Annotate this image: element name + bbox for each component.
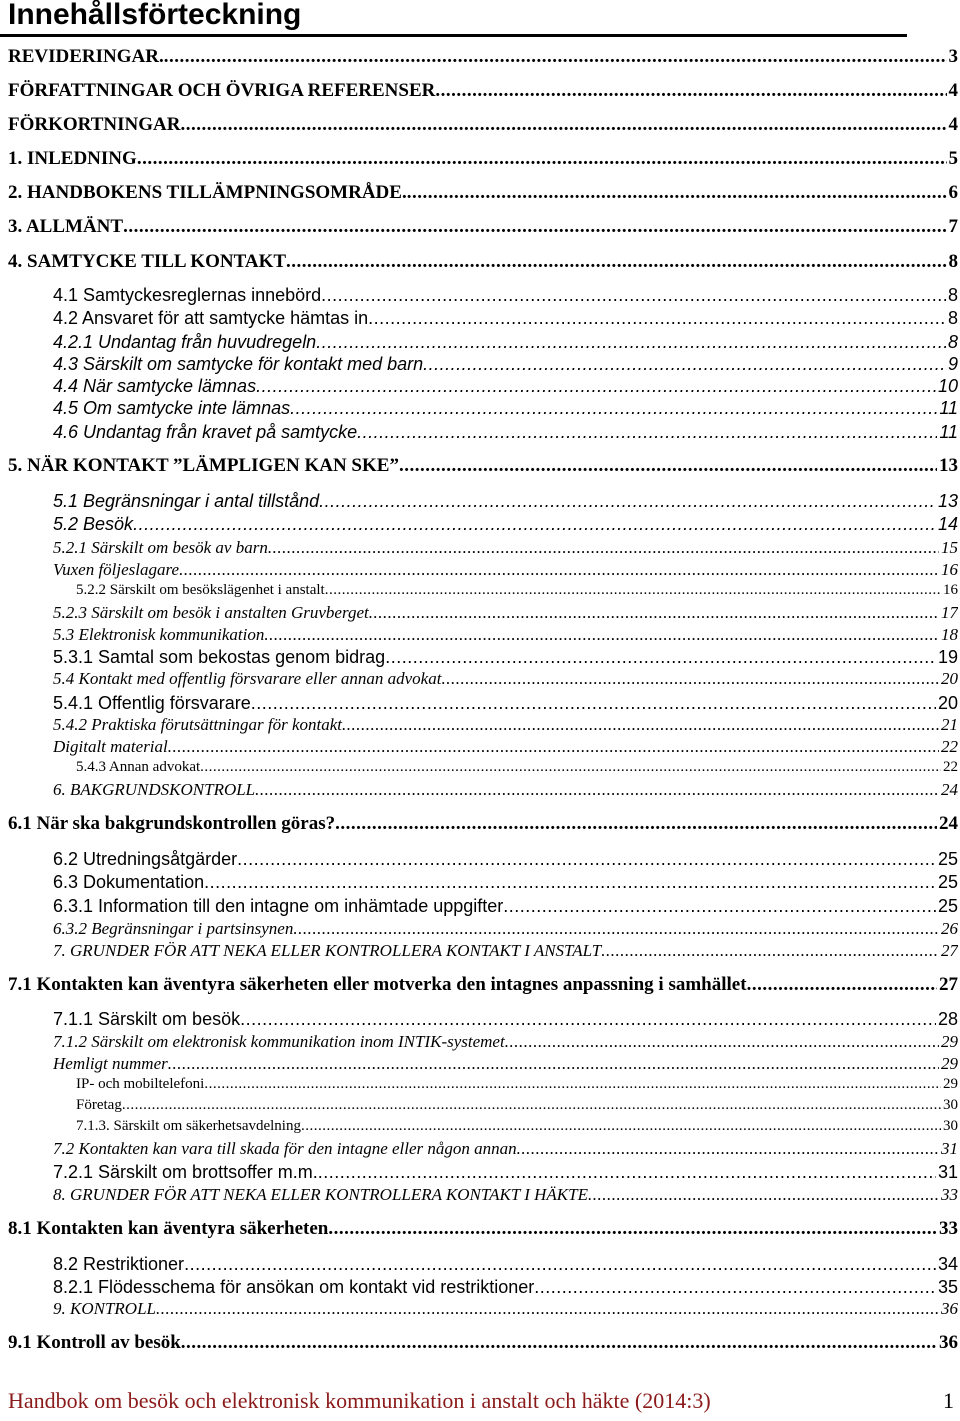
toc-entry-label: 7.1.3. Särskilt om säkerhetsavdelning <box>76 1118 301 1134</box>
toc-entry-page: 27 <box>939 974 958 995</box>
toc-entry[interactable] <box>53 1054 958 1074</box>
dot-leader <box>517 1139 939 1159</box>
toc-entry[interactable] <box>53 1139 958 1159</box>
dot-leader <box>179 560 939 580</box>
toc-entry-page: 29 <box>941 1032 958 1051</box>
dot-leader <box>369 603 939 623</box>
dot-leader <box>204 872 936 893</box>
toc-entry-page: 31 <box>941 1139 958 1158</box>
toc-entry[interactable] <box>76 1076 958 1093</box>
dot-leader <box>268 538 939 558</box>
dot-leader <box>237 849 936 870</box>
dot-leader <box>318 1162 936 1183</box>
toc-entry-page: 25 <box>937 872 958 892</box>
toc-entry[interactable] <box>53 849 958 870</box>
dot-leader <box>357 422 937 443</box>
toc-entry-label: 5.2 Besök <box>53 514 134 534</box>
toc-entry-page: 13 <box>939 455 958 476</box>
toc-entry-label: 5.4.3 Annan advokat <box>76 759 201 775</box>
dot-leader <box>181 1332 937 1354</box>
toc-entry[interactable] <box>8 974 958 996</box>
toc-entry-label: 6.3 Dokumentation <box>53 872 205 892</box>
toc-entry[interactable] <box>53 560 958 580</box>
toc-entry-label: REVIDERINGAR. <box>8 46 164 67</box>
dot-leader <box>137 148 947 170</box>
dot-leader <box>505 1032 939 1052</box>
toc-entry[interactable] <box>8 46 958 68</box>
dot-leader <box>168 1054 939 1074</box>
dot-leader <box>534 1277 936 1298</box>
toc-entry[interactable] <box>53 1032 958 1052</box>
toc-entry-label: Vuxen följeslagare <box>53 560 180 579</box>
toc-entry-label: 7.2.1 Särskilt om brottsoffer m.m. <box>53 1162 318 1182</box>
toc-entry[interactable] <box>8 216 958 238</box>
dot-leader <box>240 1009 936 1030</box>
toc-entry-page: 11 <box>939 422 958 442</box>
toc-entry[interactable] <box>8 182 958 204</box>
toc-entry-label: 4.2 Ansvaret för att samtycke hämtas in <box>53 308 369 328</box>
toc-entry-label: 1. INLEDNING <box>8 148 137 169</box>
toc-entry-label: 8.2.1 Flödesschema för ansökan om kontakt vid restriktioner <box>53 1277 535 1297</box>
toc-entry-label: FÖRKORTNINGAR <box>8 114 181 135</box>
dot-leader <box>503 896 936 917</box>
dot-leader <box>747 974 937 996</box>
toc-entry[interactable] <box>53 376 958 397</box>
dot-leader <box>321 285 946 306</box>
dot-leader <box>184 1254 936 1275</box>
toc-entry-page: 13 <box>937 491 958 511</box>
toc-entry[interactable] <box>53 780 958 800</box>
toc-entry-label: 7.1 Kontakten kan äventyra säkerheten eller motverka den intagnes anpassning i samhället <box>8 974 747 995</box>
dot-leader <box>156 1299 939 1319</box>
dot-leader <box>301 1118 941 1135</box>
toc-entry-page: 7 <box>948 216 958 237</box>
dot-leader <box>168 737 939 757</box>
toc-entry[interactable] <box>53 737 958 757</box>
toc-entry-label: 5.2.1 Särskilt om besök av barn <box>53 538 268 557</box>
toc-entry-page: 33 <box>941 1185 958 1204</box>
toc-entry-label: 5.2.2 Särskilt om besökslägenhet i anstalt <box>76 582 325 598</box>
dot-leader <box>335 813 937 835</box>
toc-entry-label: 5.4.2 Praktiska förutsättningar för kontakt <box>53 715 342 734</box>
toc-entry[interactable] <box>53 941 958 961</box>
toc-entry-page: 11 <box>939 398 958 418</box>
toc-entry-page: 4 <box>948 80 958 101</box>
toc-entry-page: 30 <box>943 1118 958 1134</box>
toc-entry[interactable] <box>8 455 958 477</box>
toc-entry[interactable] <box>53 896 958 917</box>
dot-leader <box>316 332 946 353</box>
toc-entry-page: 29 <box>941 1054 958 1073</box>
toc-entry-page: 30 <box>943 1097 958 1113</box>
toc-entry-label: 6.1 När ska bakgrundskontrollen göras? <box>8 813 336 834</box>
toc-entry-page: 8 <box>947 332 958 352</box>
toc-entry-label: 5.3.1 Samtal som bekostas genom bidrag <box>53 647 386 667</box>
toc-entry-page: 27 <box>941 941 958 960</box>
footer-title: Handbok om besök och elektronisk kommunikation i anstalt och häkte (2014:3) <box>8 1388 711 1413</box>
toc-entry-label: 4.2.1 Undantag från huvudregeln <box>53 332 317 352</box>
toc-entry-page: 4 <box>948 114 958 135</box>
toc-entry-label: 8.2 Restriktioner <box>53 1254 185 1274</box>
dot-leader <box>407 182 947 204</box>
toc-entry-page: 10 <box>937 376 958 396</box>
toc-entry-label: 7. GRUNDER FÖR ATT NEKA ELLER KONTROLLERA KONTAKT I ANSTALT <box>53 941 602 960</box>
dot-leader <box>588 1185 939 1205</box>
toc-heading: Innehållsförteckning <box>8 0 302 31</box>
dot-leader <box>399 455 937 477</box>
page-footer <box>8 1388 954 1414</box>
toc-entry-label: Företag <box>76 1097 122 1113</box>
toc-entry[interactable] <box>53 422 958 443</box>
toc-entry[interactable] <box>53 538 958 558</box>
toc-entry[interactable] <box>53 669 958 689</box>
toc-entry-page: 14 <box>937 514 958 534</box>
dot-leader <box>264 625 939 645</box>
toc-entry-label: 6.3.2 Begränsningar i partsinsynen <box>53 919 294 938</box>
toc-entry-label: 4.6 Undantag från kravet på samtycke <box>53 422 358 442</box>
toc-entry[interactable] <box>53 872 958 893</box>
dot-leader <box>368 308 946 329</box>
toc-entry[interactable] <box>8 114 958 136</box>
toc-entry-page: 6 <box>948 182 958 203</box>
toc-entry-page: 9 <box>947 354 958 374</box>
toc-entry-page: 36 <box>939 1332 958 1353</box>
toc-entry-page: 36 <box>941 1299 958 1318</box>
dot-leader <box>293 919 939 939</box>
toc-entry-page: 25 <box>937 896 958 916</box>
toc-entry-label: 5.1 Begränsningar i antal tillstånd <box>53 491 320 511</box>
dot-leader <box>122 1097 941 1114</box>
dot-leader <box>256 376 936 397</box>
toc-entry-label: 4.3 Särskilt om samtycke för kontakt med barn <box>53 354 424 374</box>
toc-entry-label: 8. GRUNDER FÖR ATT NEKA ELLER KONTROLLERA KONTAKT I HÄKTE <box>53 1185 588 1204</box>
toc-entry[interactable] <box>53 354 958 375</box>
toc-entry-page: 22 <box>943 759 958 775</box>
toc-entry-label: 5.4.1 Offentlig försvarare <box>53 693 251 713</box>
toc-entry-label: 4.5 Om samtycke inte lämnas <box>53 398 291 418</box>
toc-entry-label: 2. HANDBOKENS TILLÄMPNINGSOMRÅDE. <box>8 182 407 203</box>
toc-entry-page: 20 <box>937 693 958 713</box>
toc-entry[interactable] <box>76 582 958 599</box>
dot-leader <box>423 354 946 375</box>
toc-entry-page: 29 <box>943 1076 958 1092</box>
toc-entry-label: 7.1.1 Särskilt om besök <box>53 1009 241 1029</box>
toc-entry[interactable] <box>53 1254 958 1275</box>
toc-entry-page: 34 <box>937 1254 958 1274</box>
toc-entry-page: 19 <box>937 647 958 667</box>
toc-entry-label: 5. NÄR KONTAKT ”LÄMPLIGEN KAN SKE” <box>8 455 399 476</box>
dot-leader <box>290 398 937 419</box>
toc-entry-page: 16 <box>941 560 958 579</box>
toc-entry-page: 16 <box>943 582 958 598</box>
dot-leader <box>180 114 946 136</box>
toc-entry[interactable] <box>76 1118 958 1135</box>
toc-entry-page: 8 <box>948 251 958 272</box>
toc-entry-page: 25 <box>937 849 958 869</box>
toc-entry-page: 31 <box>937 1162 958 1182</box>
dot-leader <box>133 514 936 535</box>
toc-entry[interactable] <box>53 1009 958 1030</box>
toc-entry-page: 20 <box>941 669 958 688</box>
toc-entry[interactable] <box>53 693 958 714</box>
dot-leader <box>251 693 936 714</box>
toc-entry-label: 7.1.2 Särskilt om elektronisk kommunikation inom INTIK-systemet <box>53 1032 505 1051</box>
toc-entry[interactable] <box>53 603 958 623</box>
toc-entry[interactable] <box>53 514 958 535</box>
toc-entry[interactable] <box>53 647 958 668</box>
dot-leader <box>286 251 946 273</box>
toc-entry[interactable] <box>8 251 958 273</box>
toc-entry-label: 5.3 Elektronisk kommunikation <box>53 625 265 644</box>
toc-entry-page: 26 <box>941 919 958 938</box>
toc-entry-label: 6.2 Utredningsåtgärder <box>53 849 238 869</box>
dot-leader <box>328 1218 937 1240</box>
dot-leader <box>123 216 946 238</box>
toc-entry[interactable] <box>53 285 958 306</box>
toc-entry[interactable] <box>53 625 958 645</box>
toc-entry[interactable] <box>53 332 958 353</box>
toc-entry-label: IP- och mobiltelefoni <box>76 1076 205 1092</box>
toc-entry-page: 15 <box>941 538 958 557</box>
toc-entry[interactable] <box>53 1185 958 1205</box>
toc-entry-label: 4.1 Samtyckesreglernas innebörd <box>53 285 322 305</box>
dot-leader <box>342 715 939 735</box>
toc-entry[interactable] <box>8 1332 958 1354</box>
toc-entry-label: FÖRFATTNINGAR OCH ÖVRIGA REFERENSER <box>8 80 436 101</box>
toc-entry-label: 4. SAMTYCKE TILL KONTAKT <box>8 251 287 272</box>
toc-entry-page: 22 <box>941 737 958 756</box>
dot-leader <box>435 80 946 102</box>
toc-entry[interactable] <box>8 1218 958 1240</box>
dot-leader <box>441 669 939 689</box>
dot-leader <box>385 647 936 668</box>
toc-entry[interactable] <box>53 491 958 512</box>
toc-entry-label: 9. KONTROLL <box>53 1299 156 1318</box>
toc-entry[interactable] <box>53 1299 958 1319</box>
toc-entry-page: 35 <box>937 1277 958 1297</box>
toc-entry[interactable] <box>53 919 958 939</box>
toc-entry-label: 5.4 Kontakt med offentlig försvarare eller annan advokat <box>53 669 442 688</box>
toc-entry-page: 28 <box>937 1009 958 1029</box>
toc-entry-page: 33 <box>939 1218 958 1239</box>
heading-rule <box>0 34 907 37</box>
dot-leader <box>601 941 939 961</box>
dot-leader <box>325 582 941 599</box>
toc-entry-label: 4.4 När samtycke lämnas <box>53 376 257 396</box>
toc-entry-page: 24 <box>941 780 958 799</box>
toc-entry-page: 17 <box>941 603 958 622</box>
toc-entry[interactable] <box>8 80 958 102</box>
toc-entry-page: 8 <box>947 308 958 328</box>
toc-entry[interactable] <box>53 715 958 735</box>
toc-entry-page: 8 <box>947 285 958 305</box>
toc-entry-page: 21 <box>941 715 958 734</box>
toc-entry[interactable] <box>53 1277 958 1298</box>
toc-entry-label: Hemligt nummer <box>53 1054 168 1073</box>
toc-entry-page: 5 <box>948 148 958 169</box>
footer-page-number: 1 <box>943 1388 954 1413</box>
toc-entry-page: 18 <box>941 625 958 644</box>
toc-entry[interactable] <box>53 398 958 419</box>
toc-entry-label: 8.1 Kontakten kan äventyra säkerheten <box>8 1218 329 1239</box>
toc-entry-label: 6. BAKGRUNDSKONTROLL <box>53 780 256 799</box>
toc-entry[interactable] <box>8 148 958 170</box>
toc-entry[interactable] <box>76 1097 958 1114</box>
toc-entry-label: 7.2 Kontakten kan vara till skada för den intagne eller någon annan <box>53 1139 517 1158</box>
toc-entry-page: 24 <box>939 813 958 834</box>
toc-entry-label: 9.1 Kontroll av besök <box>8 1332 181 1353</box>
toc-entry-label: 6.3.1 Information till den intagne om inhämtade uppgifter <box>53 896 504 916</box>
toc-entry[interactable] <box>53 308 958 329</box>
toc-entry[interactable] <box>76 759 958 776</box>
toc-entry-page: 3 <box>948 46 958 67</box>
toc-entry-label: Digitalt material <box>53 737 168 756</box>
dot-leader <box>319 491 936 512</box>
toc-entry-label: 5.2.3 Särskilt om besök i anstalten Gruvberget <box>53 603 369 622</box>
toc-entry[interactable] <box>8 813 958 835</box>
dot-leader <box>164 46 947 68</box>
dot-leader <box>255 780 939 800</box>
toc-entry[interactable] <box>53 1162 958 1183</box>
toc-entry-label: 3. ALLMÄNT <box>8 216 124 237</box>
dot-leader <box>204 1076 941 1093</box>
dot-leader <box>200 759 941 776</box>
